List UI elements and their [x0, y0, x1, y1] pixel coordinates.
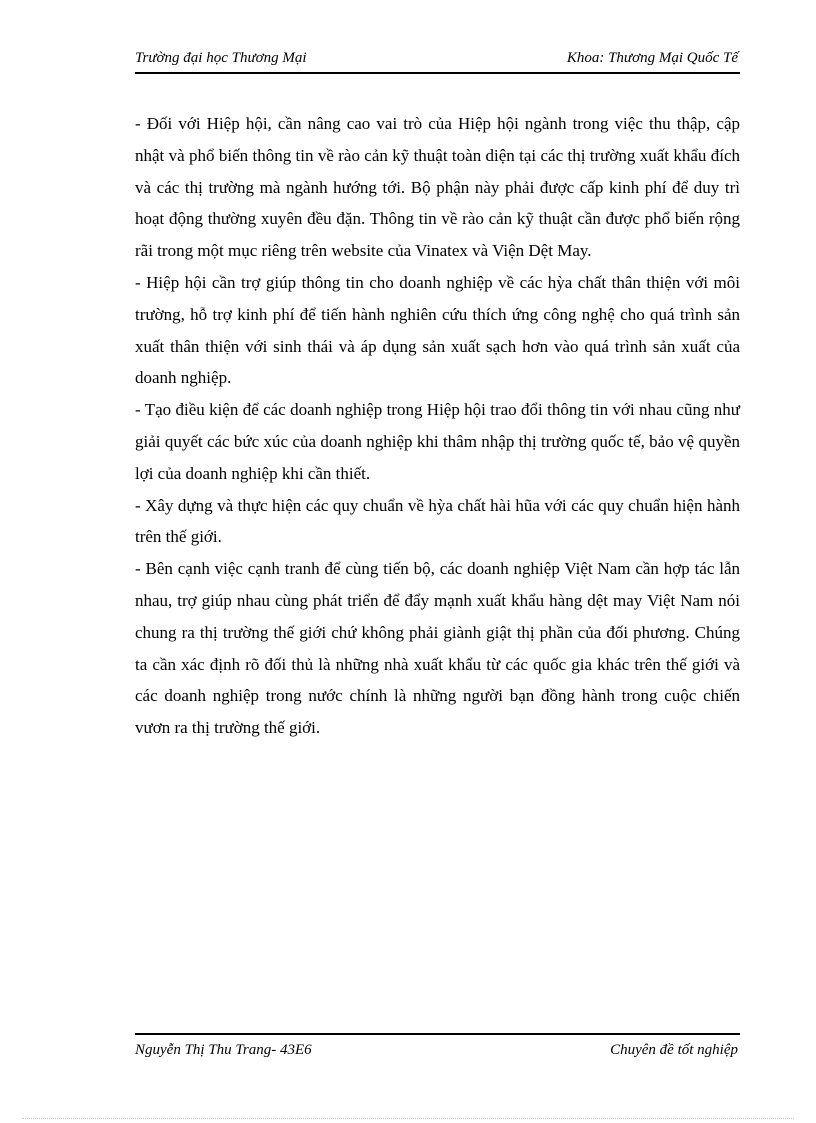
header-faculty: Khoa: Thương Mại Quốc Tế	[566, 50, 738, 66]
footer-author: Nguyễn Thị Thu Trang- 43E6	[135, 1042, 312, 1058]
paragraph: - Xây dựng và thực hiện các quy chuẩn về hỳa chất hài hũa với các quy chuẩn hiện hành trên thế giới.	[135, 495, 740, 547]
page-header	[135, 48, 740, 74]
page-footer	[135, 1033, 740, 1061]
paragraph: - Tạo điều kiện để các doanh nghiệp trong Hiệp hội trao đổi thông tin với nhau cũng như giải quyết các bức xúc của doanh nghiệp khi thâm nhập thị trường quốc tế, bảo vệ quyền lợi của doanh nghiệp khi cần thiết.	[135, 400, 740, 483]
footer-document-type: Chuyên đề tốt nghiệp	[610, 1042, 738, 1058]
paragraph: - Bên cạnh việc cạnh tranh để cùng tiến bộ, các doanh nghiệp Việt Nam cần hợp tác lẫn nhau, trợ giúp nhau cùng phát triển để đẩy mạnh xuất khẩu hàng dệt may Việt Nam nói chung ra thị trường thế giới chứ không phải giành giật thị phần của đối phương. Chúng ta cần xác định rõ đối thủ là những nhà xuất khẩu từ các quốc gia khác trên thế giới và các doanh nghiệp trong nước chính là những người bạn đồng hành trong cuộc chiến vươn ra thị trường thế giới.	[135, 559, 740, 738]
paragraph: - Hiệp hội cần trợ giúp thông tin cho doanh nghiệp về các hỳa chất thân thiện với môi trường, hỗ trợ kinh phí để tiến hành nghiên cứu thích ứng công nghệ cho quá trình sản xuất thân thiện với sinh thái và áp dụng sản xuất sạch hơn vào quá trình sản xuất của doanh nghiệp.	[135, 272, 740, 388]
paragraph: - Đối với Hiệp hội, cần nâng cao vai trò của Hiệp hội ngành trong việc thu thập, cập nhật và phổ biến thông tin về rào cản kỹ thuật toàn diện tại các thị trường xuất khẩu đích và các thị trường mà ngành hướng tới. Bộ phận này phải được cấp kinh phí để duy trì hoạt động thường xuyên đều đặn. Thông tin về rào cản kỹ thuật cần được phổ biến rộng rãi trong một mục riêng trên website của Vinatex và Viện Dệt May.	[135, 114, 740, 261]
page-bottom-divider	[22, 1118, 794, 1119]
header-university: Trường đại học Thương Mại	[135, 50, 307, 66]
document-body	[135, 108, 740, 744]
